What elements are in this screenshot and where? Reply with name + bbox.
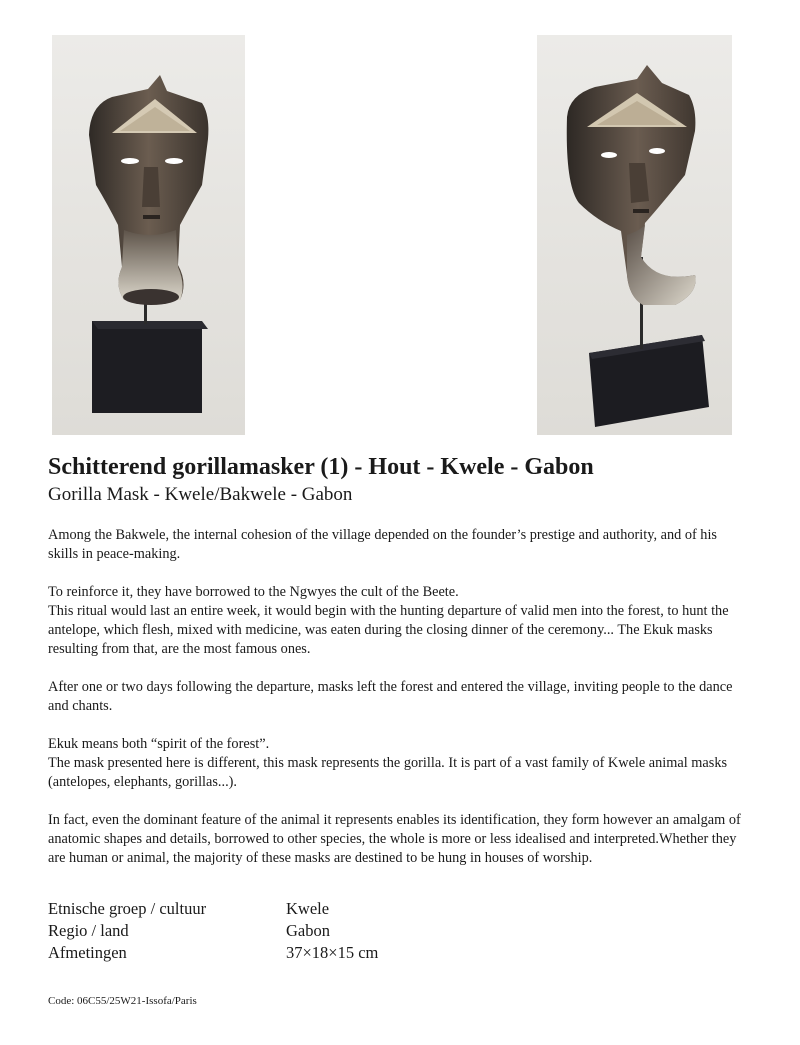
paragraph: After one or two days following the departure, masks left the forest and entered the village, inviting people to the dance and chants. [48, 679, 733, 714]
spec-label: Regio / land [48, 921, 129, 940]
description [48, 526, 748, 868]
page-subtitle: Gorilla Mask - Kwele/Bakwele - Gabon [48, 484, 353, 505]
paragraph: Ekuk means both “spirit of the forest”. [48, 736, 270, 752]
spec-table [48, 898, 378, 964]
spec-value: 37×18×15 cm [286, 943, 379, 962]
spec-label: Afmetingen [48, 943, 127, 962]
paragraph: In fact, even the dominant feature of the animal it represents enables its identification, they form however an amalgam of anatomic shapes and details, borrowed to other species, the whole is more or less idealised and interpreted.Whether they are human or animal, the majority of these masks are destined to be hung in houses of worship. [48, 812, 741, 866]
spec-label: Etnische groep / cultuur [48, 899, 207, 918]
spec-row-region [48, 920, 378, 942]
paragraph: This ritual would last an entire week, it would begin with the hunting departure of valid men into the forest, to hunt the antelope, which flesh, mixed with medicine, was eaten during the closing dinner of the ceremony... The Ekuk masks resulting from that, are the most famous ones. [48, 603, 729, 657]
paragraph: To reinforce it, they have borrowed to the Ngwyes the cult of the Beete. [48, 584, 459, 600]
spec-value: Gabon [286, 921, 330, 940]
mask-photo-front [52, 35, 245, 435]
mask-photo-side [537, 35, 732, 435]
spec-value: Kwele [286, 899, 330, 918]
item-code: Code: 06C55/25W21-Issofa/Paris [48, 995, 197, 1007]
page-title: Schitterend gorillamasker (1) - Hout - Kwele - Gabon [48, 454, 594, 480]
spec-row-dimensions [48, 942, 378, 964]
paragraph: The mask presented here is different, this mask represents the gorilla. It is part of a vast family of Kwele animal masks (antelopes, elephants, gorillas...). [48, 755, 728, 790]
spec-row-culture [48, 898, 378, 920]
paragraph: Among the Bakwele, the internal cohesion of the village depended on the founder’s prestige and authority, and of his skills in peace-making. [48, 527, 717, 562]
